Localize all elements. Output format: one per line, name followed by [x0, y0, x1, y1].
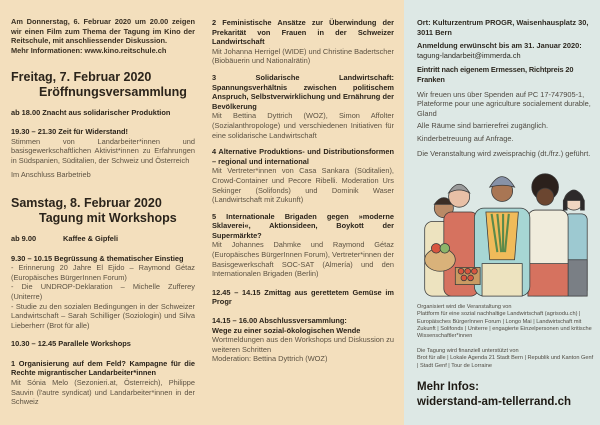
registration-deadline: Anmeldung erwünscht bis am 31. Januar 2020: — [417, 41, 582, 51]
friday-date: Freitag, 7. Februar 2020 — [11, 70, 152, 85]
workshop-3 — [212, 73, 394, 140]
more-info — [417, 380, 595, 410]
website-link[interactable]: widerstand-am-tellerrand.ch — [417, 395, 572, 408]
intro-item: - Erinnerung 20 Jahre El Ejido – Raymond Gétaz (Europäisches BürgerInnen Forum) — [11, 263, 195, 282]
organizers-list: Plattform für eine sozial nachhaltige Landwirtschaft (agrisodu.ch) | Europäisches BürgerInnen Forum | Longo Mai | Landwirtschaft mit Zukunft | Solifonds | Uniterre | engagierte Einzelpersonen und kritische Wissenschaftler*innen — [417, 311, 592, 339]
intro-session — [11, 254, 195, 331]
closing-title: 14.15 – 16.00 Abschlussversammlung: Wege zu einer sozial-ökologischen Wende — [212, 316, 361, 335]
entry-price: Eintritt nach eigenem Ermessen, Richtpreis 20 Franken — [417, 65, 574, 84]
closing-moderation: Moderation: Bettina Dyttrich (WOZ) — [212, 354, 328, 364]
workshops-title: 10.30 – 12.45 Parallele Workshops — [11, 339, 131, 349]
session-title: 19.30 – 21.30 Zeit für Widerstand! — [11, 126, 128, 136]
intro-item: - Die UNDROP-Deklaration – Michelle Zufferey (Uniterre) — [11, 282, 195, 301]
friday-title: Eröffnungsversammlung — [39, 85, 187, 100]
column-1 — [11, 0, 195, 425]
workshop-text: Mit Johannes Dahmke und Raymond Gétaz (Europäisches BürgerInnen Forum), Vertreter*innen der Basisgewerkschaft SOC-SAT (Almería) und den Internationalen Brigaden (Berlin) — [212, 240, 394, 279]
lunch: 12.45 – 14.15 Zmittag aus gerettetem Gemüse im Progr — [212, 287, 394, 307]
friday-after: Im Anschluss Barbetrieb — [11, 170, 91, 180]
childcare: Kinderbetreuung auf Anfrage. — [417, 133, 514, 143]
film-text: Am Donnerstag, 6. Februar 2020 um 20.00 zeigen wir einen Film zum Thema der Tagung im Kino der Reitschule, mit anschliessender Diskussion. — [11, 17, 195, 46]
info-panel — [404, 0, 600, 425]
coffee-label: Kaffee & Gipfeli — [63, 233, 119, 243]
workshop-title: 1 Organisierung auf dem Feld? Kampagne für die Rechte migrantischer Landarbeiter*innen — [11, 358, 195, 378]
workshop-4 — [212, 147, 394, 205]
friday-session — [11, 127, 195, 165]
workshop-title: 3 Solidarische Landwirtschaft: Spannungsverhältnis zwischen politischem Anspruch, Selbstverwirklichung und Ernährung der Bevölkerung — [212, 72, 394, 111]
coffee-time: ab 9.00 — [11, 233, 37, 243]
funders-label: Die Tagung wird finanziell unterstützt von — [417, 348, 519, 355]
friday-heading — [11, 70, 195, 100]
saturday-heading — [11, 196, 195, 226]
session-text: Stimmen von Landarbeiter*innen und basisgewerkschaftlichen Aktivist*innen zu Erfahrungen in Südspanien, Süditalien, der Schweiz und Österreich — [11, 136, 195, 165]
intro-item: - Studie zu den sozialen Bedingungen in der Schweizer Landwirtschaft – Sarah Schilliger (Soziologin) und Silva Lieberherr (Brot für alle) — [11, 301, 195, 330]
registration — [417, 41, 595, 60]
film-announcement — [11, 17, 195, 55]
workshop-1 — [11, 359, 195, 407]
intro-title: 9.30 – 10.15 Begrüssung & thematischer Einstieg — [11, 253, 184, 263]
workshop-5 — [212, 212, 394, 279]
friday-dinner: ab 18.00 Znacht aus solidarischer Produktion — [11, 108, 171, 118]
saturday-date: Samstag, 8. Februar 2020 — [11, 195, 162, 210]
accessibility: Alle Räume sind barrierefrei zugänglich. — [417, 121, 549, 131]
workshop-2 — [212, 18, 394, 66]
workshop-text: Mit Bettina Dyttrich (WOZ), Simon Affolter (Sozialanthropologe) und verschiedenen Initiativen für eine solidarische Landwirtschaft — [212, 111, 394, 140]
people-illustration — [417, 168, 593, 298]
funders — [417, 348, 595, 370]
workshop-title: 4 Alternative Produktions- und Distributionsformen – regional und international — [212, 147, 394, 166]
saturday-title: Tagung mit Workshops — [39, 210, 177, 225]
funders-list: Brot für alle | Lokale Agenda 21 Stadt Bern | Republik und Kanton Genf | Stadt Genf | Tour de Lorraine — [417, 355, 594, 369]
registration-email[interactable]: tagung-landarbeit@immerda.ch — [417, 50, 521, 60]
venue: Ort: Kulturzentrum PROGR, Waisenhausplatz 30, 3011 Bern — [417, 18, 589, 37]
organizers — [417, 304, 595, 340]
closing-session — [212, 316, 394, 364]
film-link[interactable]: Mehr Informationen: www.kino.reitschule.ch — [11, 45, 167, 55]
workshop-text: Mit Johanna Herrigel (WIDE) und Christine Badertscher (Biobäuerin und Nationalrätin) — [212, 46, 394, 66]
donations: Wir freuen uns über Spenden auf PC 17-747905-1, Plateforme pour une agriculture socialement durable, Gland — [417, 89, 591, 118]
coffee-row — [11, 234, 195, 244]
workshop-text: Mit Sónia Melo (Sezonieri.at, Österreich), Philippe Sauvin (l'autre syndicat) und Landarbeiter*innen in der Schweiz — [11, 378, 195, 407]
language: Die Veranstaltung wird zweisprachig (dt./frz.) geführt. — [417, 148, 591, 158]
column-2 — [212, 0, 394, 425]
workshop-title: 2 Feministische Ansätze zur Überwindung der Prekarität von Frauen in der Schweizer Landwirtschaft — [212, 18, 394, 47]
workshop-title: 5 Internationale Brigaden gegen »moderne Sklaverei«, Aktionsideen, Boykott der Supermärkte? — [212, 211, 394, 240]
workshop-text: Mit Vertreter*innen von Casa Sankara (Süditalien), Crowd-Container und Pecore Ribelli. Moderation Urs Sekinger (Solifonds) und Dominik Waser (Landwirtschaft mit Zukunft) — [212, 166, 394, 205]
more-info-label: Mehr Infos: — [417, 380, 479, 393]
organizers-label: Organisiert wird die Veranstaltung von — [417, 304, 512, 311]
closing-text: Wortmeldungen aus den Workshops und Diskussion zu weiteren Schritten — [212, 335, 394, 354]
